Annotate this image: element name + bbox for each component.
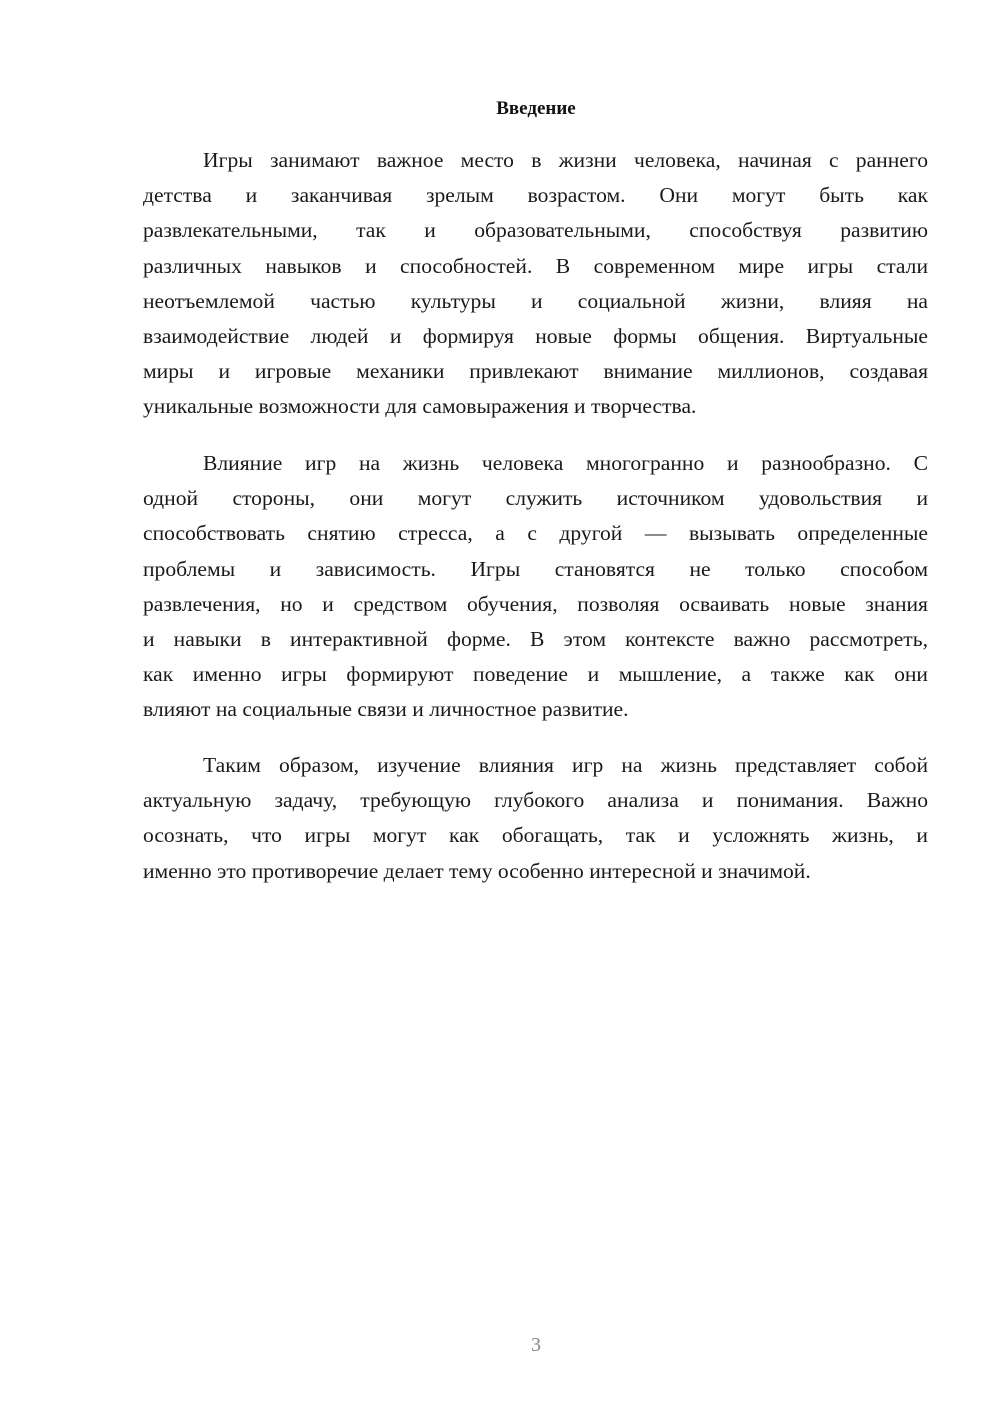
paragraph-line: неотъемлемой частью культуры и социальной жизни, влияя на	[143, 288, 928, 313]
paragraph-line: осознать, что игры могут как обогащать, так и усложнять жизнь, и	[143, 823, 928, 848]
paragraph-2	[143, 446, 928, 728]
paragraph-line: и навыки в интерактивной форме. В этом контексте важно рассмотреть,	[143, 626, 928, 651]
paragraph-line: различных навыков и способностей. В современном мире игры стали	[143, 253, 928, 278]
paragraph-line: Таким образом, изучение влияния игр на жизнь представляет собой	[203, 753, 928, 777]
paragraph-line: взаимодействие людей и формируя новые формы общения. Виртуальные	[143, 323, 928, 348]
paragraph-line: детства и заканчивая зрелым возрастом. Они могут быть как	[143, 183, 928, 208]
paragraph-line: актуальную задачу, требующую глубокого анализа и понимания. Важно	[143, 788, 928, 813]
paragraph-line: одной стороны, они могут служить источником удовольствия и	[143, 486, 928, 511]
paragraph-line: проблемы и зависимость. Игры становятся не только способом	[143, 556, 928, 581]
paragraph-line: как именно игры формируют поведение и мышление, а также как они	[143, 662, 928, 687]
paragraph-1	[143, 143, 928, 425]
paragraph-line: Игры занимают важное место в жизни человека, начиная с раннего	[203, 148, 928, 172]
paragraph-line: Влияние игр на жизнь человека многогранно и разнообразно. С	[203, 451, 928, 475]
page-number: 3	[531, 1334, 541, 1356]
section-heading: Введение	[496, 98, 576, 119]
paragraph-line: развлечения, но и средством обучения, позволяя осваивать новые знания	[143, 591, 928, 616]
paragraph-line: влияют на социальные связи и личностное развитие.	[143, 697, 629, 722]
paragraph-3	[143, 748, 928, 889]
paragraph-line: уникальные возможности для самовыражения и творчества.	[143, 394, 697, 419]
paragraph-line: миры и игровые механики привлекают внимание миллионов, создавая	[143, 359, 928, 384]
paragraph-line: развлекательными, так и образовательными, способствуя развитию	[143, 218, 928, 243]
paragraph-line: способствовать снятию стресса, а с другой — вызывать определенные	[143, 521, 928, 546]
paragraph-line: именно это противоречие делает тему особенно интересной и значимой.	[143, 858, 811, 883]
